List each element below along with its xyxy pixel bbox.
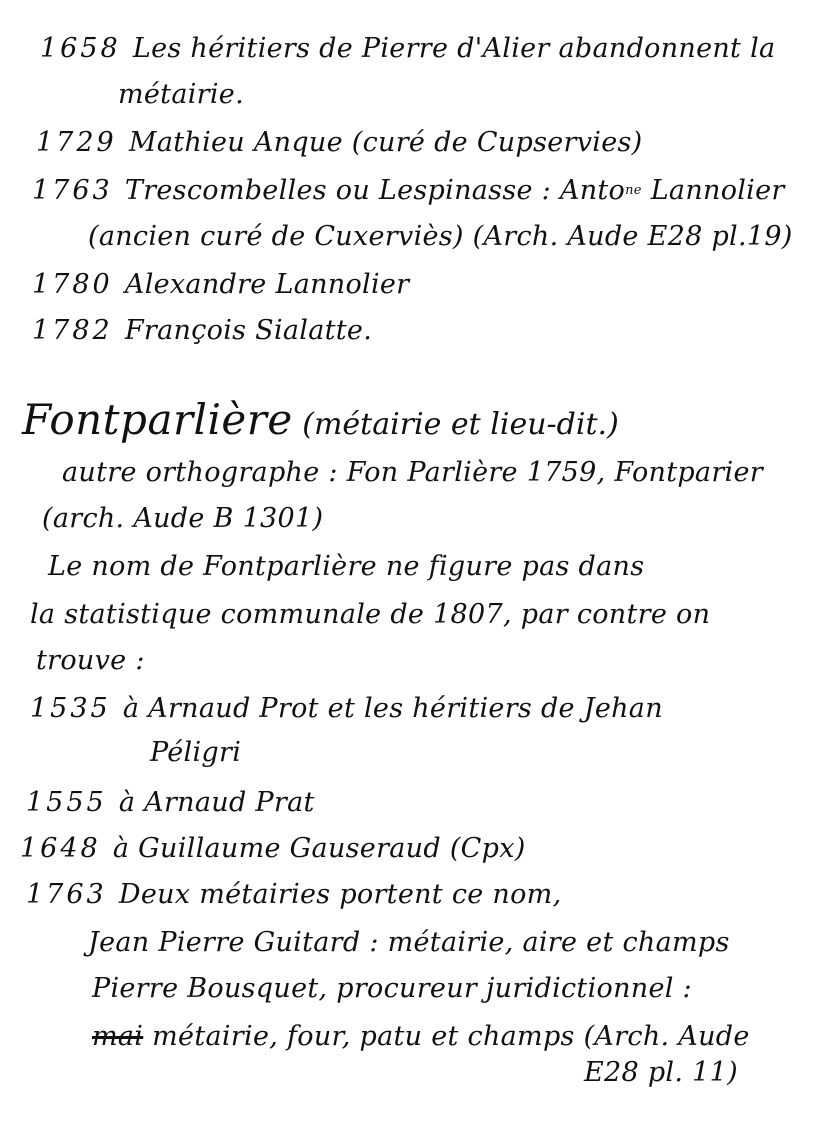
paragraph-line-3 (36, 644, 145, 678)
entry-1763-a-continuation (88, 220, 793, 254)
entry-1763-b-continuation-1 (88, 926, 730, 960)
entry-year: 1535 (30, 693, 111, 724)
entry-superscript: ne (625, 183, 642, 198)
entry-text: Mathieu Anque (curé de Cupservies) (128, 127, 643, 158)
entry-text: Jean Pierre Guitard : métairie, aire et champs (88, 927, 730, 958)
entry-year: 1763 (32, 175, 113, 206)
entry-1763-b-continuation-3 (92, 1020, 750, 1054)
entry-text: Pierre Bousquet, procureur juridictionnel : (92, 973, 692, 1004)
entry-year: 1555 (26, 787, 107, 818)
title-note: (métairie et lieu-dit.) (302, 407, 619, 442)
entry-text: à Arnaud Prot et les héritiers de Jehan (122, 693, 663, 724)
paragraph-line-1 (48, 550, 644, 584)
entry-year: 1648 (20, 833, 101, 864)
struck-text: mai (92, 1021, 144, 1052)
paragraph-text: la statistique communale de 1807, par contre on (30, 599, 711, 630)
entry-text: E28 pl. 11) (584, 1057, 738, 1088)
entry-text: métairie, four, patu et champs (Arch. Aude (143, 1021, 750, 1052)
alt-spelling-line-1 (62, 456, 763, 490)
entry-1729 (36, 126, 642, 160)
paragraph-line-2 (30, 598, 710, 632)
paragraph-text: trouve : (36, 645, 145, 676)
entry-text: Deux métairies portent ce nom, (118, 879, 562, 910)
entry-year: 1782 (32, 315, 113, 346)
entry-year: 1729 (36, 127, 117, 158)
entry-1555 (26, 786, 315, 820)
entry-text: à Arnaud Prat (118, 787, 315, 818)
entry-1658 (40, 32, 775, 66)
entry-1780 (32, 268, 409, 302)
entry-text: à Guillaume Gauseraud (Cpx) (112, 833, 526, 864)
entry-text: Alexandre Lannolier (124, 269, 410, 300)
entry-text: Trescombelles ou Lespinasse : Anto (124, 175, 626, 206)
entry-1782 (32, 314, 372, 348)
entry-1763-b-continuation-4 (584, 1056, 738, 1090)
page-title: Fontparlière (22, 395, 293, 444)
entry-1763-b (26, 878, 561, 912)
entry-year: 1763 (26, 879, 107, 910)
entry-text: métairie. (118, 79, 244, 110)
entry-text: Péligri (150, 737, 242, 768)
entry-year: 1658 (40, 33, 121, 64)
entry-text: (ancien curé de Cuxerviès) (Arch. Aude E28 pl.19) (88, 221, 793, 252)
alt-spelling-line-2 (42, 502, 323, 536)
entry-1535-continuation (150, 736, 241, 770)
entry-1535 (30, 692, 663, 726)
entry-1648 (20, 832, 526, 866)
entry-text-2: Lannolier (650, 175, 785, 206)
entry-text: Les héritiers de Pierre d'Alier abandonnent la (132, 33, 776, 64)
entry-1763-a (32, 174, 785, 208)
entry-year: 1780 (32, 269, 113, 300)
entry-1658-continuation (118, 78, 244, 112)
entry-1763-b-continuation-2 (92, 972, 692, 1006)
alt-spelling-source: (arch. Aude B 1301) (42, 503, 324, 534)
section-heading (22, 395, 619, 445)
alt-spelling-text: autre orthographe : Fon Parlière 1759, Fontparier (62, 457, 763, 488)
entry-text: François Sialatte. (124, 315, 373, 346)
paragraph-text: Le nom de Fontparlière ne figure pas dans (48, 551, 645, 582)
